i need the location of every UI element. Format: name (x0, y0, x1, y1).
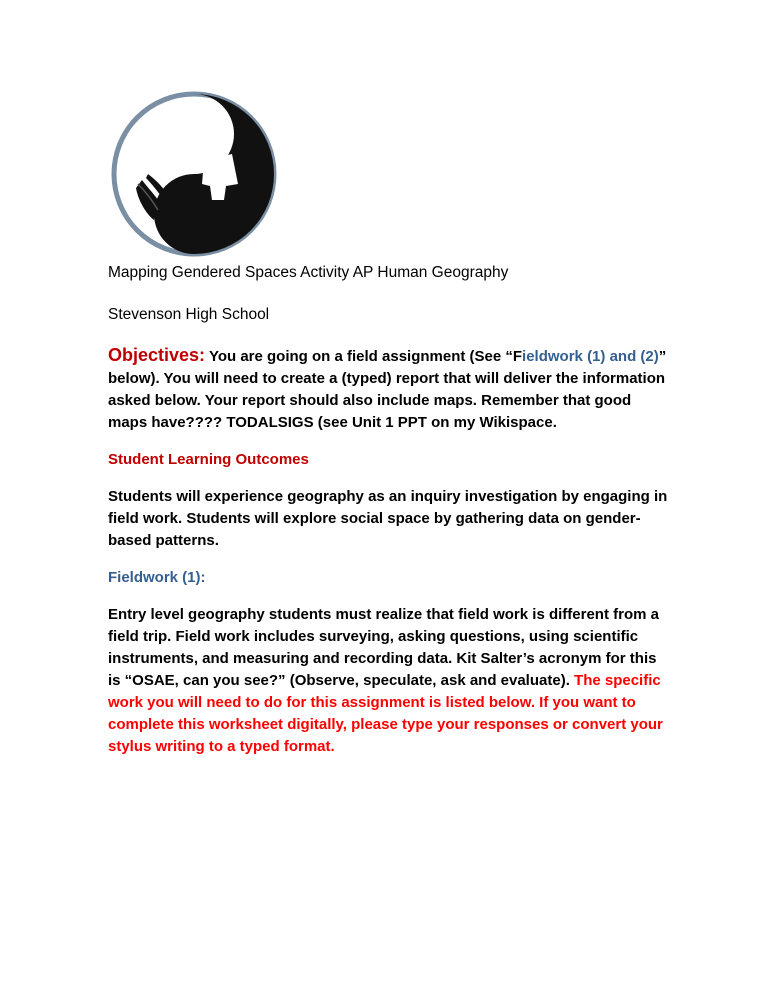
school-name: Stevenson High School (108, 306, 270, 323)
yin-yang-gender-icon (108, 88, 280, 260)
fieldwork-text: Entry level geography students must realize that field work is different from a field trip. Field work includes surveying, asking questions, using scientific instruments, and measuring and recording data. Kit Salter’s acronym for this is “OSAE, can you see?” (Observe, speculate, ask and evaluate). (108, 606, 659, 689)
objectives-paragraph (108, 344, 668, 434)
document-title: Mapping Gendered Spaces Activity AP Human Geography (108, 264, 509, 281)
outcomes-paragraph: Students will experience geography as an inquiry investigation by engaging in field work. Students will explore social space by gathering data on gender-based patterns. (108, 488, 668, 549)
document-body (108, 262, 668, 773)
fieldwork-reference-link[interactable]: ieldwork (1) and (2) (522, 348, 659, 365)
objectives-text-2: ” below). You will need to create a (typed) report that will deliver the information asked below. Your report should also include maps. Remember that good maps have???? TODALSIGS (see Unit 1 PPT on my Wikispace. (108, 348, 667, 431)
objectives-label: Objectives: (108, 345, 206, 365)
fieldwork-heading: Fieldwork (1): (108, 569, 206, 586)
fieldwork-paragraph (108, 604, 668, 758)
objectives-text-1: You are going on a field assignment (See “F (205, 348, 523, 365)
fieldwork-instructions: The specific work you will need to do for this assignment is listed below. If you want to complete this worksheet digitally, please type your responses or convert your stylus writing to a typed format. (108, 672, 663, 755)
outcomes-heading: Student Learning Outcomes (108, 451, 309, 468)
